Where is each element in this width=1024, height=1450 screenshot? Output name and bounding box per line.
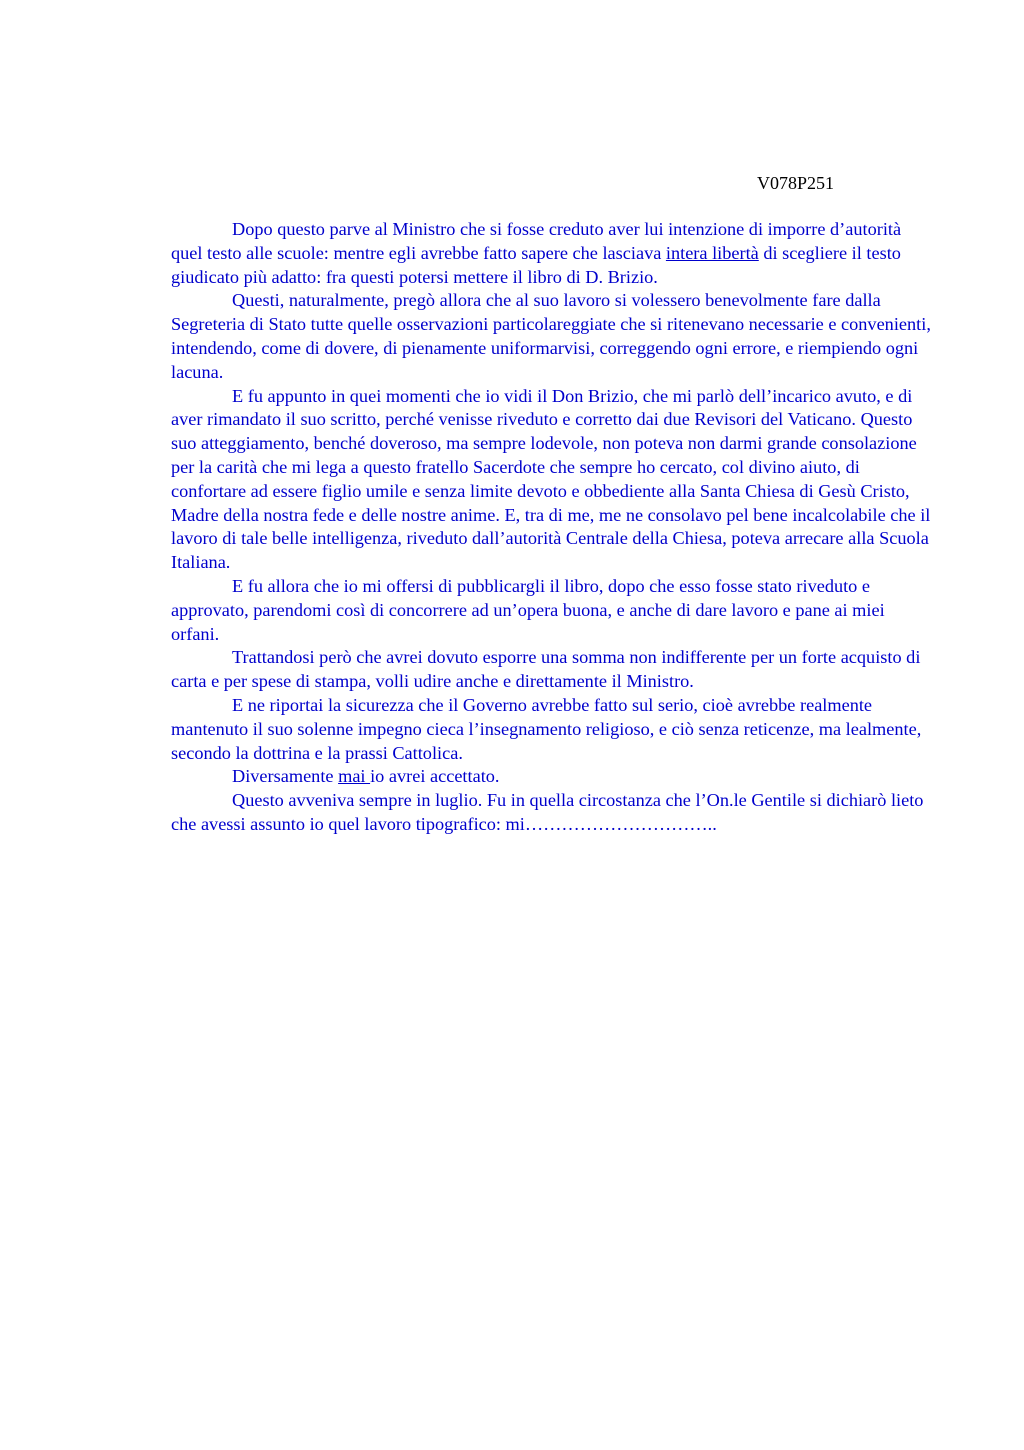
document-body xyxy=(171,218,931,837)
paragraph-7-text-after: io avrei accettato. xyxy=(370,766,500,787)
paragraph-2: Questi, naturalmente, pregò allora che al suo lavoro si volessero benevolmente fare dalla Segreteria di Stato tutte quelle osservazioni particolareggiate che si ritenevano necessarie e convenienti, intendendo, come di dovere, di pienamente uniformarvisi, correggendo ogni errore, e riempiendo ogni lacuna. xyxy=(171,290,931,382)
paragraph-7-underlined-text: mai xyxy=(338,766,371,787)
paragraph-4: E fu allora che io mi offersi di pubblicargli il libro, dopo che esso fosse stato riveduto e approvato, parendomi così di concorrere ad un’opera buona, e anche di dare lavoro e pane ai miei orfani. xyxy=(171,575,885,644)
paragraph-3: E fu appunto in quei momenti che io vidi il Don Brizio, che mi parlò dell’incarico avuto, e di aver rimandato il suo scritto, perché venisse riveduto e corretto dai due Revisori del Vaticano. Questo suo atteggiamento, benché doveroso, ma sempre lodevole, non poteva non darmi grande consolazione per la carità che mi lega a questo fratello Sacerdote che sempre ho cercato, col divino aiuto, di confortare ad essere figlio umile e senza limite devoto e obbediente alla Santa Chiesa di Gesù Cristo, Madre della nostra fede e delle nostre anime. E, tra di me, me ne consolavo pel bene incalcolabile che il lavoro di tale belle intelligenza, riveduto dall’autorità Centrale della Chiesa, poteva arrecare alla Scuola Italiana. xyxy=(171,385,931,573)
paragraph-7-text-before: Diversamente xyxy=(232,766,339,787)
paragraph-6: E ne riportai la sicurezza che il Governo avrebbe fatto sul serio, cioè avrebbe realmente mantenuto il suo solenne impegno cieca l’insegnamento religioso, e ciò senza reticenze, ma lealmente, secondo la dottrina e la prassi Cattolica. xyxy=(171,694,922,763)
paragraph-1-text-after: di scegliere il testo giudicato più adatto: fra questi potersi mettere il libro di D. Brizio. xyxy=(171,242,901,287)
paragraph-7 xyxy=(171,765,931,789)
paragraph-5: Trattandosi però che avrei dovuto esporre una somma non indifferente per un forte acquisto di carta e per spese di stampa, volli udire anche e direttamente il Ministro. xyxy=(171,647,921,692)
paragraph-1-text-before: Dopo questo parve al Ministro che si fosse creduto aver lui intenzione di imporre d’autorità quel testo alle scuole: mentre egli avrebbe fatto sapere che lasciava xyxy=(171,219,902,263)
paragraph-1-underlined-text: intera libertà xyxy=(665,242,759,263)
paragraph-1 xyxy=(171,218,931,289)
reference-code: V078P251 xyxy=(757,173,835,193)
paragraph-8: Questo avveniva sempre in luglio. Fu in quella circostanza che l’On.le Gentile si dichiarò lieto che avessi assunto io quel lavoro tipografico: mi………………………….. xyxy=(171,790,924,834)
